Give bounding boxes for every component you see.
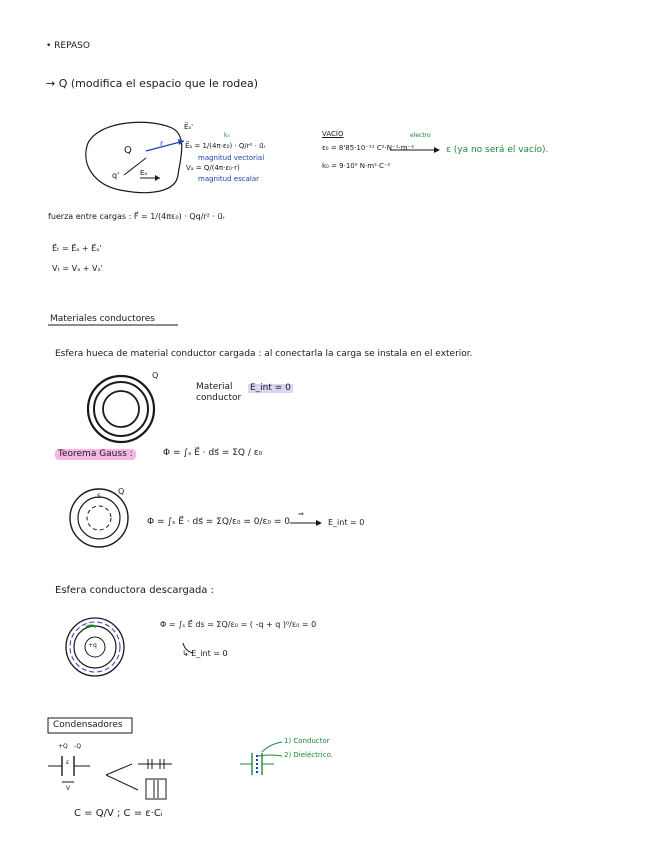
branch-arrow-down bbox=[106, 775, 138, 790]
charge-q-label: Q bbox=[124, 145, 132, 156]
descargada-eint: ↳ E_int = 0 bbox=[182, 649, 228, 658]
ea-arrowhead bbox=[155, 175, 160, 181]
ea-small-label: Eₐ bbox=[140, 169, 148, 177]
vacio-title: VACÍO bbox=[322, 130, 344, 138]
capacitance-formula: C = Q/V ; C = ε·Cᵢ bbox=[74, 808, 163, 819]
cap-epsilon: ε bbox=[66, 759, 70, 766]
gauss-arrowhead bbox=[316, 520, 322, 526]
sphere1-q-label: Q bbox=[152, 371, 159, 380]
magnitud-vectorial-label: magnitud vectorial bbox=[198, 154, 265, 162]
gauss-inner bbox=[78, 497, 120, 539]
fuerza-formula: fuerza entre cargas : F⃗ = 1/(4πε₀) · Qq/r² · u⃗ᵣ bbox=[48, 212, 225, 221]
sphere1-outer bbox=[88, 376, 154, 442]
k0-annotation: k₀ bbox=[224, 132, 230, 139]
vacio-result: ε (ya no será el vacío). bbox=[446, 145, 549, 155]
gauss-title: Teorema Gauss : bbox=[55, 449, 136, 460]
vt-formula: Vₜ = Vₐ + Vₐ' bbox=[52, 264, 103, 273]
gauss-formula: Φ = ∫ₛ E⃗ · ds⃗ = ΣQ / ε₀ bbox=[163, 448, 263, 458]
r-label: r bbox=[160, 139, 164, 148]
sphere1-inner bbox=[103, 391, 139, 427]
gauss-eint: E_int = 0 bbox=[328, 518, 365, 527]
gauss-s-label: S bbox=[97, 493, 101, 500]
cap-minus-q: -Q bbox=[74, 743, 82, 750]
conductor-label: conductor bbox=[196, 393, 242, 403]
item-conductor: 1) Conductor bbox=[284, 737, 330, 745]
desc-plus-q-label: +q bbox=[88, 642, 97, 649]
eps0-value: ε₀ = 8'85·10⁻¹² C²·N⁻¹·m⁻² bbox=[322, 144, 415, 152]
esfera-hueca-text: Esfera hueca de material conductor cargada : al conectarla la carga se instala en el exterior. bbox=[55, 349, 473, 359]
parallel-box bbox=[146, 779, 166, 799]
diel-pointer-2 bbox=[258, 755, 282, 756]
vacio-arrowhead bbox=[434, 147, 440, 153]
gauss-surface bbox=[87, 506, 111, 530]
cap-plus-q: +Q bbox=[58, 743, 68, 750]
descargada-formula: Φ = ∫ₛ E⃗ ds = ΣQ/ε₀ = ( -q + q )⁰/ε₀ = 0 bbox=[160, 620, 317, 629]
repaso-heading: • REPASO bbox=[46, 41, 90, 51]
eint-highlight: E_int = 0 bbox=[250, 383, 291, 393]
r-vector bbox=[146, 141, 184, 151]
ea-prime-label: E⃗ₐ' bbox=[184, 123, 194, 131]
material-label: Material bbox=[196, 382, 233, 392]
condensadores-title: Condensadores bbox=[53, 720, 123, 730]
diel-pointer-1 bbox=[262, 742, 282, 752]
cap-v-label: V bbox=[66, 785, 71, 792]
descargada-title: Esfera conductora descargada : bbox=[55, 585, 214, 596]
et-formula: E⃗ₜ = E⃗ₐ + E⃗ₐ' bbox=[52, 244, 102, 253]
intro-line: → Q (modifica el espacio que le rodea) bbox=[46, 77, 259, 90]
branch-arrow-up bbox=[106, 764, 132, 775]
magnitud-escalar-label: magnitud escalar bbox=[198, 175, 259, 183]
gauss-q-label: Q bbox=[118, 487, 125, 496]
charge-q-prime-label: q' bbox=[112, 171, 120, 180]
ea-formula: E⃗ₐ = 1/(4π·ε₀) · Q/r² · u⃗ᵣ bbox=[185, 142, 266, 150]
gauss-formula-2: Φ = ∫ₛ E⃗ · ds⃗ = ΣQ/ε₀ = 0/ε₀ = 0 bbox=[147, 517, 290, 527]
conductores-heading: Materiales conductores bbox=[50, 314, 155, 324]
charge-region-blob bbox=[86, 122, 182, 192]
va-formula: Vₐ = Q/(4π·ε₀·r) bbox=[186, 164, 240, 172]
item-dielectrico: 2) Dieléctrico. bbox=[284, 751, 333, 759]
gauss-arrow-label: ⇒ bbox=[298, 510, 304, 518]
k0-value: k₀ = 9·10⁹ N·m²·C⁻² bbox=[322, 162, 391, 170]
electro-label: electro bbox=[410, 132, 431, 139]
